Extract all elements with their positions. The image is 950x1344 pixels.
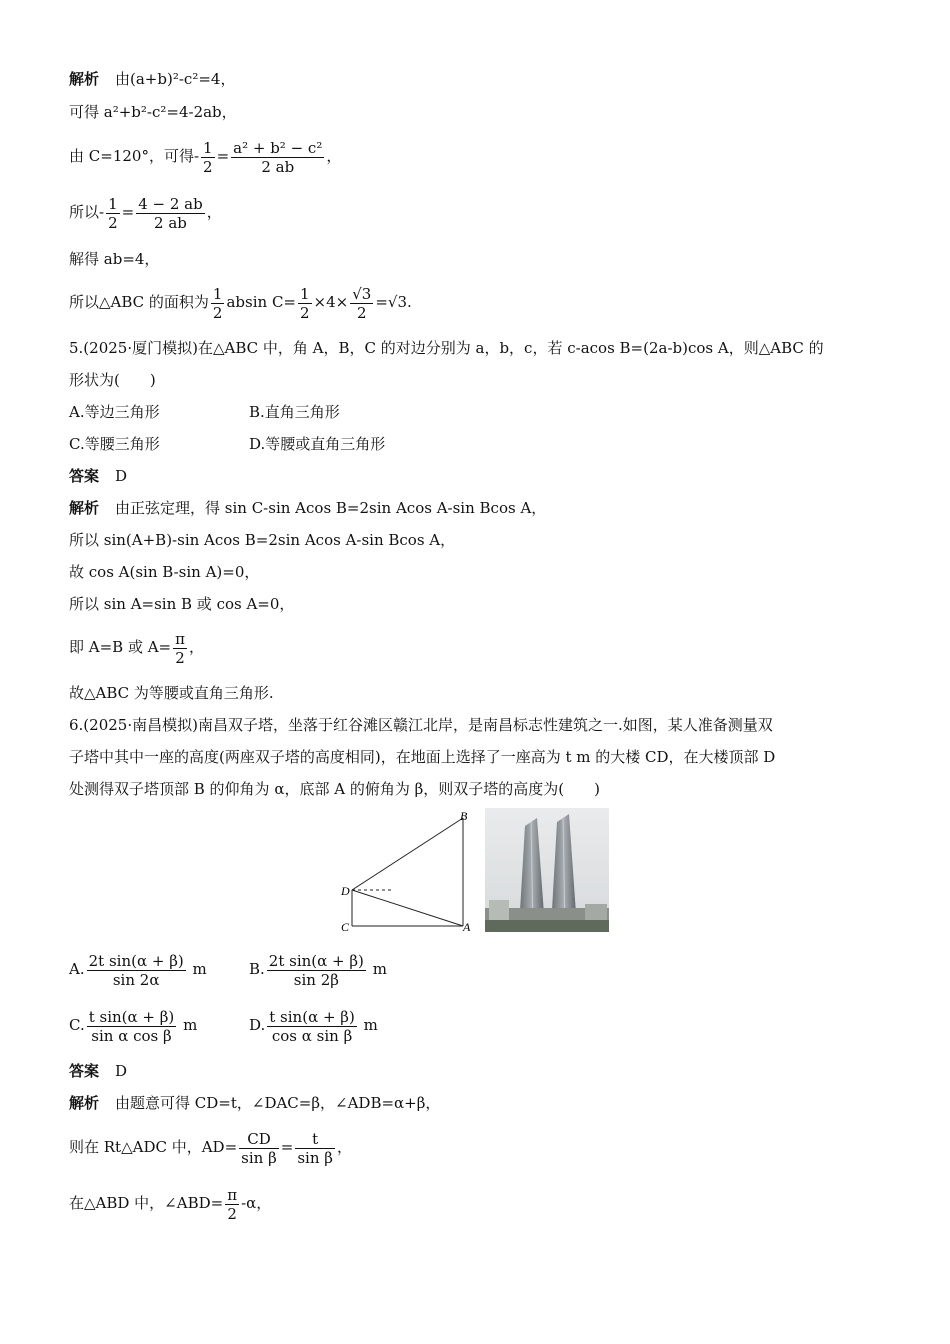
q6-stem-3: 处测得双子塔顶部 B 的仰角为 α，底部 A 的俯角为 β，则双子塔的高度为( ) bbox=[69, 780, 600, 798]
sol4-line-6: 所以△ABC 的面积为 $\frac{1}{2}$ absin C= $\frac{1}{2}$ ×4× $\frac{√3}{2}$ =√3. bbox=[69, 284, 412, 322]
q6-answer: 答案 D bbox=[69, 1062, 128, 1080]
solution-label: 解析 bbox=[69, 1094, 100, 1112]
sol4-line-3: 由 C=120°，可得- $\frac{1}{2}$ = $\frac{\text{a² + b² − c²}}{2 ab}$ ， bbox=[69, 138, 342, 176]
fraction: $\frac{\pi}{2}$ bbox=[175, 629, 185, 667]
answer-label: 答案 bbox=[69, 467, 100, 485]
fraction: $\frac{1}{2}$ bbox=[203, 138, 213, 176]
solution-label: 解析 bbox=[69, 499, 100, 517]
fraction: $\frac{\text{t sin(α + β)}}{\text{sin α cos β}}$ bbox=[88, 1007, 175, 1045]
q6-stem-1: 6.(2025·南昌模拟)南昌双子塔，坐落于红谷滩区赣江北岸，是南昌标志性建筑之一.如图，某人准备测量双 bbox=[69, 716, 773, 734]
fraction: $\frac{\text{2t sin(α + β)}}{\sin 2\beta}$ bbox=[268, 951, 364, 989]
q6-options-row-2 bbox=[69, 1002, 378, 1048]
q5-stem-1: 5.(2025·厦门模拟)在△ABC 中，角 A，B，C 的对边分别为 a，b，c，若 c-acos B=(2a-b)cos A，则△ABC 的 bbox=[69, 339, 824, 357]
q6-options-row-1 bbox=[69, 946, 387, 992]
label-d: D bbox=[341, 884, 350, 898]
sol4-line-1: 解析 由(a+b)²-c²=4， bbox=[69, 70, 236, 88]
label-c: C bbox=[341, 920, 350, 934]
answer-label: 答案 bbox=[69, 1062, 100, 1080]
fraction: $\frac{t}{\text{sin β}}$ bbox=[297, 1129, 333, 1167]
q5-sol-5: 即 A=B 或 A= $\frac{\pi}{2}$ ， bbox=[69, 629, 205, 667]
solution-label: 解析 bbox=[69, 70, 100, 88]
sight-line-da bbox=[352, 890, 463, 926]
sight-line-db bbox=[352, 818, 463, 890]
q5-stem-2: 形状为( ) bbox=[69, 371, 156, 389]
fraction: $\frac{4 - 2 ab}{2 ab}$ bbox=[138, 194, 203, 232]
sol4-line-2: 可得 a²+b²-c²=4-2ab， bbox=[69, 103, 237, 121]
option-c: C.等腰三角形 bbox=[69, 435, 160, 453]
q5-sol-4: 所以 sin A=sin B 或 cos A=0， bbox=[69, 595, 295, 613]
q5-sol-2: 所以 sin(A+B)-sin Acos B=2sin Acos A-sin Bcos A， bbox=[69, 531, 456, 549]
option-d: D. $\frac{\text{t sin(α + β)}}{\text{cos α sin β}}$ m bbox=[249, 1007, 378, 1045]
q6-sol-1: 解析 由题意可得 CD=t，∠DAC=β，∠ADB=α+β， bbox=[69, 1094, 441, 1112]
fraction: $\frac{\text{2t sin(α + β)}}{\sin 2\alpha}$ bbox=[88, 951, 184, 989]
option-b: B.直角三角形 bbox=[249, 403, 340, 421]
fraction: $\frac{1}{2}$ bbox=[299, 284, 310, 322]
option-a: A.等边三角形 bbox=[69, 403, 160, 421]
q6-sol-2: 则在 Rt△ADC 中，AD= $\frac{CD}{\text{sin β}}$ = $\frac{t}{\text{sin β}}$ ， bbox=[69, 1129, 352, 1167]
option-d: D.等腰或直角三角形 bbox=[249, 435, 386, 453]
option-b: B. $\frac{\text{2t sin(α + β)}}{\sin 2\beta}$ m bbox=[249, 951, 387, 989]
option-a: A. $\frac{\text{2t sin(α + β)}}{\sin 2\alpha}$ m bbox=[69, 951, 207, 989]
fraction: $\frac{CD}{\text{sin β}}$ bbox=[241, 1129, 277, 1167]
q5-sol-6: 故△ABC 为等腰或直角三角形. bbox=[69, 684, 274, 702]
q6-stem-2: 子塔中其中一座的高度(两座双子塔的高度相同)，在地面上选择了一座高为 t m 的大楼 CD，在大楼顶部 D bbox=[69, 748, 776, 766]
twin-towers-photo bbox=[485, 808, 609, 932]
q6-sol-3: 在△ABD 中，∠ABD= $\frac{\pi}{2}$ -α， bbox=[69, 1185, 272, 1223]
fraction: $\frac{1}{2}$ bbox=[108, 194, 118, 232]
sol4-line-4: 所以- $\frac{1}{2}$ = $\frac{4 - 2 ab}{2 ab}$ ， bbox=[69, 194, 222, 232]
label-b: B bbox=[460, 809, 468, 823]
fraction: $\frac{\text{a² + b² − c²}}{2 ab}$ bbox=[233, 138, 323, 176]
q5-options-row-2 bbox=[69, 434, 385, 454]
sol4-line-5: 解得 ab=4， bbox=[69, 250, 160, 268]
geometry-figure bbox=[330, 806, 480, 936]
q5-answer: 答案 D bbox=[69, 467, 128, 485]
label-a: A bbox=[463, 920, 471, 934]
q5-sol-3: 故 cos A(sin B-sin A)=0， bbox=[69, 563, 260, 581]
fraction: $\frac{\text{t sin(α + β)}}{\text{cos α sin β}}$ bbox=[269, 1007, 355, 1045]
q5-options-row-1 bbox=[69, 402, 340, 422]
option-c: C. $\frac{\text{t sin(α + β)}}{\text{sin α cos β}}$ m bbox=[69, 1007, 198, 1045]
fraction: $\frac{1}{2}$ bbox=[212, 284, 223, 322]
fraction: $\frac{√3}{2}$ bbox=[352, 284, 372, 322]
q5-sol-1: 解析 由正弦定理，得 sin C-sin Acos B=2sin Acos A-sin Bcos A， bbox=[69, 499, 547, 517]
fraction: $\frac{\pi}{2}$ bbox=[227, 1185, 238, 1223]
